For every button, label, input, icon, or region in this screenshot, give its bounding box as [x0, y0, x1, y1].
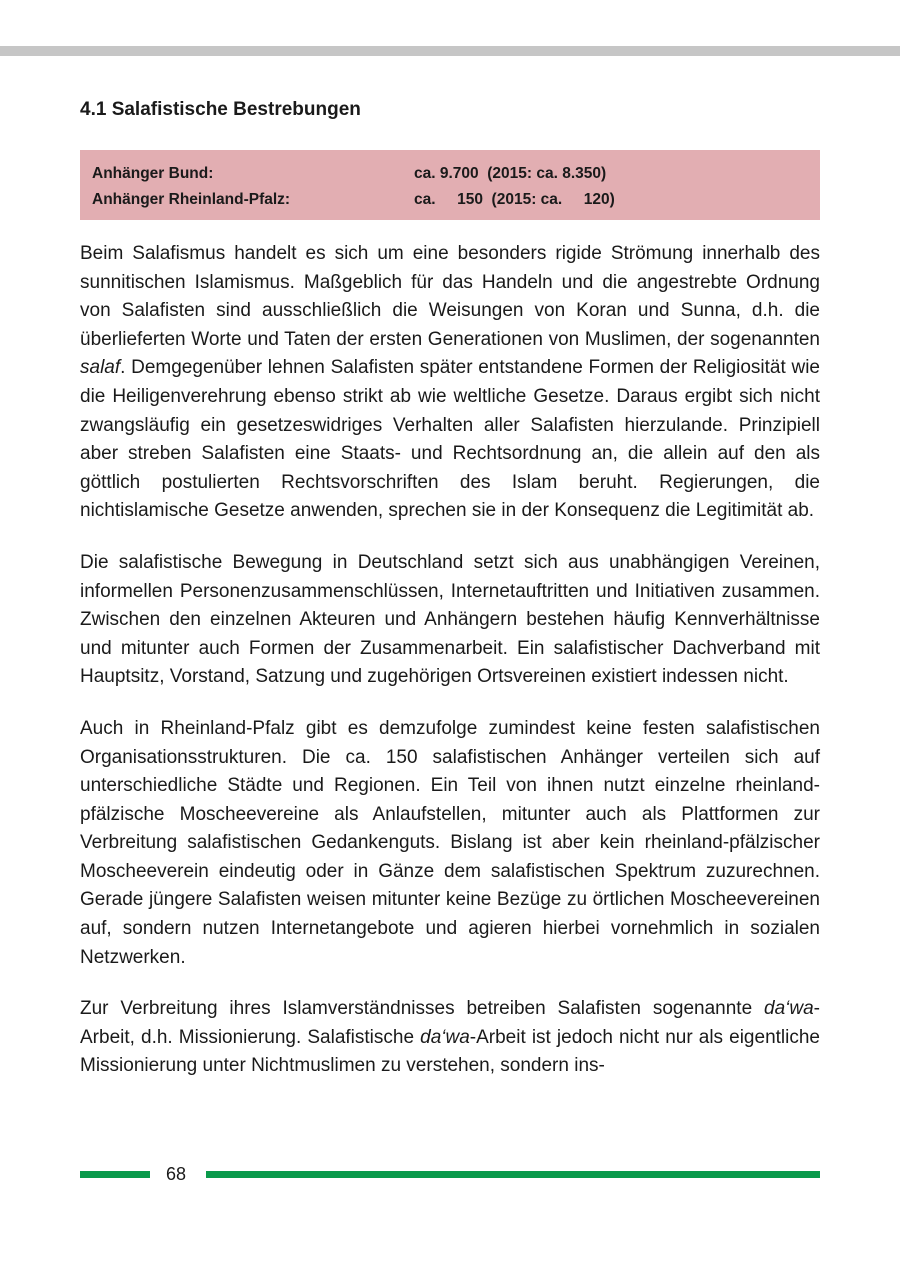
paragraph-text: Beim Salafismus handelt es sich um eine besonders rigide Strömung innerhalb des sunnitischen Islamismus. Maßgeblich für das Handeln und die angestrebte Ordnung von Salafisten sind ausschließlich die Weisungen von Koran und Sunna, d.h. die überlieferten Worte und Taten der ersten Generationen von Muslimen, der sogenannten — [80, 243, 820, 350]
stats-row-bund — [92, 161, 808, 187]
term-dawa: da‘wa — [420, 1026, 470, 1048]
stats-label: Anhänger Bund: — [92, 165, 214, 182]
page-footer — [80, 1162, 820, 1186]
page-number: 68 — [166, 1164, 187, 1184]
section-title: 4.1 Salafistische Bestrebungen — [80, 99, 361, 120]
stats-label: Anhänger Rheinland-Pfalz: — [92, 191, 291, 208]
footer-bar-left — [80, 1171, 150, 1178]
paragraph-text: -Arbeit ist jedoch nicht nur als eigentliche Missionierung unter Nichtmuslimen zu verstehen, sondern ins- — [80, 1026, 820, 1077]
paragraph-text: -Arbeit, d.h. Missionierung. Salafistische — [80, 998, 820, 1048]
paragraph-salafismus — [80, 240, 820, 526]
stats-row-rlp — [92, 187, 808, 213]
paragraph-text: Zur Verbreitung ihres Islamverständnisses betreiben Salafisten sogenannte — [80, 998, 765, 1020]
top-rule — [0, 46, 900, 56]
term-salaf: salaf — [80, 357, 121, 379]
term-dawa: da‘wa — [764, 998, 814, 1020]
footer-bar-right — [206, 1171, 820, 1178]
page-content — [80, 96, 820, 1104]
stats-value: ca. 150 (2015: ca. 120) — [414, 191, 615, 208]
paragraph-text: . Demgegenüber lehnen Salafisten später entstandene Formen der Religiosität wie die Heiligenverehrung ebenso strikt ab wie weltliche Gesetze. Daraus ergibt sich nicht zwangsläufig ein gesetzeswidriges Verhalten aller Salafisten hierzulande. Prinzipiell aber streben Salafisten eine Staats- und Rechtsordnung an, die allein auf den als göttlich postulierten Rechtsvorschriften des Islam beruht. Regierungen, die nichtislamische Gesetze anwenden, sprechen sie in der Konsequenz die Legitimität ab. — [80, 357, 820, 522]
paragraph-rheinland-pfalz: Auch in Rheinland-Pfalz gibt es demzufolge zumindest keine festen salafistischen Organisationsstrukturen. Die ca. 150 salafistischen Anhänger verteilen sich auf unterschiedliche Städte und Regionen. Ein Teil von ihnen nutzt einzelne rheinland-pfälzische Moscheevereine als Anlaufstellen, mitunter auch als Plattformen zur Verbreitung salafistischen Gedankenguts. Bislang ist aber kein rheinland-pfälzischer Moscheeverein eindeutig oder in Gänze dem salafistischen Spektrum zuzurechnen. Gerade jüngere Salafisten weisen mitunter keine Bezüge zu örtlichen Moscheevereinen auf, sondern nutzen Internetangebote und agieren hierbei vornehmlich in sozialen Netzwerken. — [80, 717, 820, 968]
paragraph-dawa — [80, 995, 820, 1081]
stats-value: ca. 9.700 (2015: ca. 8.350) — [414, 165, 607, 182]
stats-box — [80, 150, 820, 220]
paragraph-bewegung: Die salafistische Bewegung in Deutschland setzt sich aus unabhängigen Vereinen, informellen Personenzusammenschlüssen, Internetauftritten und Initiativen zusammen. Zwischen den einzelnen Akteuren und Anhängern bestehen häufig Kennverhältnisse und mitunter auch Formen der Zusammenarbeit. Ein salafistischer Dachverband mit Hauptsitz, Vorstand, Satzung und zugehörigen Ortsvereinen existiert indessen nicht. — [80, 551, 820, 688]
